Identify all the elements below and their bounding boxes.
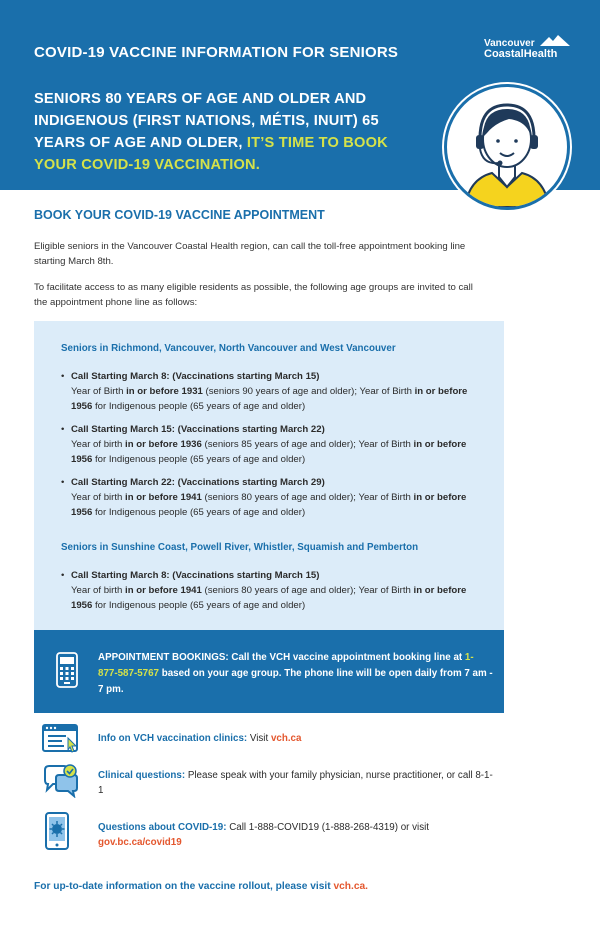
bullet-bold: in or before 1956 bbox=[71, 386, 468, 412]
bullet-text: (seniors 85 years of age and older); Year of Birth bbox=[201, 439, 414, 450]
bullet-text: for Indigenous people (65 years of age and older) bbox=[92, 454, 306, 465]
bullet-bold: in or before 1956 bbox=[71, 439, 467, 465]
booking-label: APPOINTMENT BOOKINGS: bbox=[98, 652, 229, 663]
bullet-text: (seniors 80 years of age and older); Year of Birth bbox=[201, 585, 414, 596]
logo-line-2: CoastalHealth bbox=[484, 48, 558, 60]
info-body: Visit bbox=[247, 733, 271, 744]
bullet-heading: Call Starting March 22: (Vaccinations starting March 29) bbox=[71, 477, 325, 488]
info-label: Questions about COVID-19: bbox=[98, 822, 227, 833]
bullet-heading: Call Starting March 15: (Vaccinations starting March 22) bbox=[71, 424, 325, 435]
bullet-dot: • bbox=[61, 424, 65, 435]
info-body: Please speak with your family physician, nurse practitioner, or call 8-1-1 bbox=[98, 770, 493, 796]
info-text bbox=[98, 820, 498, 850]
bullet-text: for Indigenous people (65 years of age and older) bbox=[92, 401, 306, 412]
bullet-text: Year of birth bbox=[71, 585, 126, 596]
group-title-sunshine-coast: Seniors in Sunshine Coast, Powell River, Whistler, Squamish and Pemberton bbox=[61, 542, 419, 553]
info-text bbox=[98, 768, 498, 798]
bullet-heading: Call Starting March 8: (Vaccinations starting March 15) bbox=[71, 371, 320, 382]
booking-text bbox=[98, 650, 493, 698]
bullet-dot: • bbox=[61, 477, 65, 488]
age-groups-panel bbox=[34, 321, 504, 630]
bullet-bold: in or before 1941 bbox=[125, 492, 202, 503]
info-label: Clinical questions: bbox=[98, 770, 186, 781]
headline-main: SENIORS 80 YEARS OF AGE AND OLDER AND INDIGENOUS (FIRST NATIONS, MÉTIS, INUIT) 65 YEARS OF AGE AND OLDER, bbox=[34, 91, 379, 151]
footer-vch-link[interactable]: vch.ca. bbox=[333, 881, 368, 892]
bullet-dot: • bbox=[61, 570, 65, 581]
bullet-text: (seniors 80 years of age and older); Year of Birth bbox=[201, 492, 414, 503]
info-text bbox=[98, 731, 498, 746]
appointment-bookings-box bbox=[34, 630, 504, 713]
section-title: BOOK YOUR COVID-19 VACCINE APPOINTMENT bbox=[34, 208, 325, 222]
headline bbox=[34, 88, 429, 176]
call-center-agent-icon bbox=[444, 84, 570, 210]
booking-text-1: Call the VCH vaccine appointment booking line at bbox=[228, 652, 465, 663]
footer-note bbox=[34, 881, 368, 892]
group-title-richmond-vancouver: Seniors in Richmond, Vancouver, North Vancouver and West Vancouver bbox=[61, 343, 396, 354]
bullet-bold: in or before 1936 bbox=[125, 439, 202, 450]
bullet-text: for Indigenous people (65 years of age and older) bbox=[92, 507, 306, 518]
bullet-text: Year of Birth bbox=[71, 386, 127, 397]
bullet-dot: • bbox=[61, 371, 65, 382]
booking-phone-link[interactable]: 1-877-587-5767 bbox=[98, 652, 474, 679]
mobile-virus-icon bbox=[42, 812, 72, 855]
bullet-bold: in or before 1956 bbox=[71, 492, 467, 518]
header-banner bbox=[0, 0, 600, 190]
bullet-bold: in or before 1931 bbox=[126, 386, 203, 397]
intro-paragraph-2: To facilitate access to as many eligible residents as possible, the following age groups are invited to call the appointment phone line as follows: bbox=[34, 282, 473, 308]
mountain-icon bbox=[540, 34, 570, 48]
chat-bubbles-icon bbox=[42, 764, 80, 803]
vch-logo bbox=[482, 34, 582, 64]
info-body: Call 1-888-COVID19 (1-888-268-4319) or visit bbox=[226, 822, 430, 833]
bullet-bold: in or before 1941 bbox=[125, 585, 202, 596]
bullet-text: Year of birth bbox=[71, 492, 126, 503]
bullet-heading: Call Starting March 8: (Vaccinations starting March 15) bbox=[71, 570, 320, 581]
gov-bc-link[interactable]: gov.bc.ca/covid19 bbox=[98, 837, 182, 848]
website-icon bbox=[42, 724, 80, 759]
intro-paragraph-1: Eligible seniors in the Vancouver Coastal Health region, can call the toll-free appointment booking line starting March 8th. bbox=[34, 241, 466, 267]
bullet-bold: in or before 1956 bbox=[71, 585, 467, 611]
bullet-text: (seniors 90 years of age and older); Year of Birth bbox=[202, 386, 415, 397]
page-title: COVID-19 VACCINE INFORMATION FOR SENIORS bbox=[34, 44, 399, 61]
vch-link[interactable]: vch.ca bbox=[270, 733, 302, 744]
footer-text: For up-to-date information on the vaccine rollout, please visit bbox=[34, 881, 334, 892]
bullet-text: Year of birth bbox=[71, 439, 126, 450]
logo-line-1: Vancouver bbox=[484, 38, 535, 49]
phone-icon bbox=[56, 652, 78, 693]
headline-highlight: IT’S TIME TO BOOK YOUR COVID-19 VACCINATION. bbox=[34, 135, 388, 173]
booking-text-2: based on your age group. The phone line will be open daily from 7 am - 7 pm. bbox=[98, 668, 493, 695]
bullet-text: for Indigenous people (65 years of age and older) bbox=[92, 600, 306, 611]
info-label: Info on VCH vaccination clinics: bbox=[98, 733, 248, 744]
